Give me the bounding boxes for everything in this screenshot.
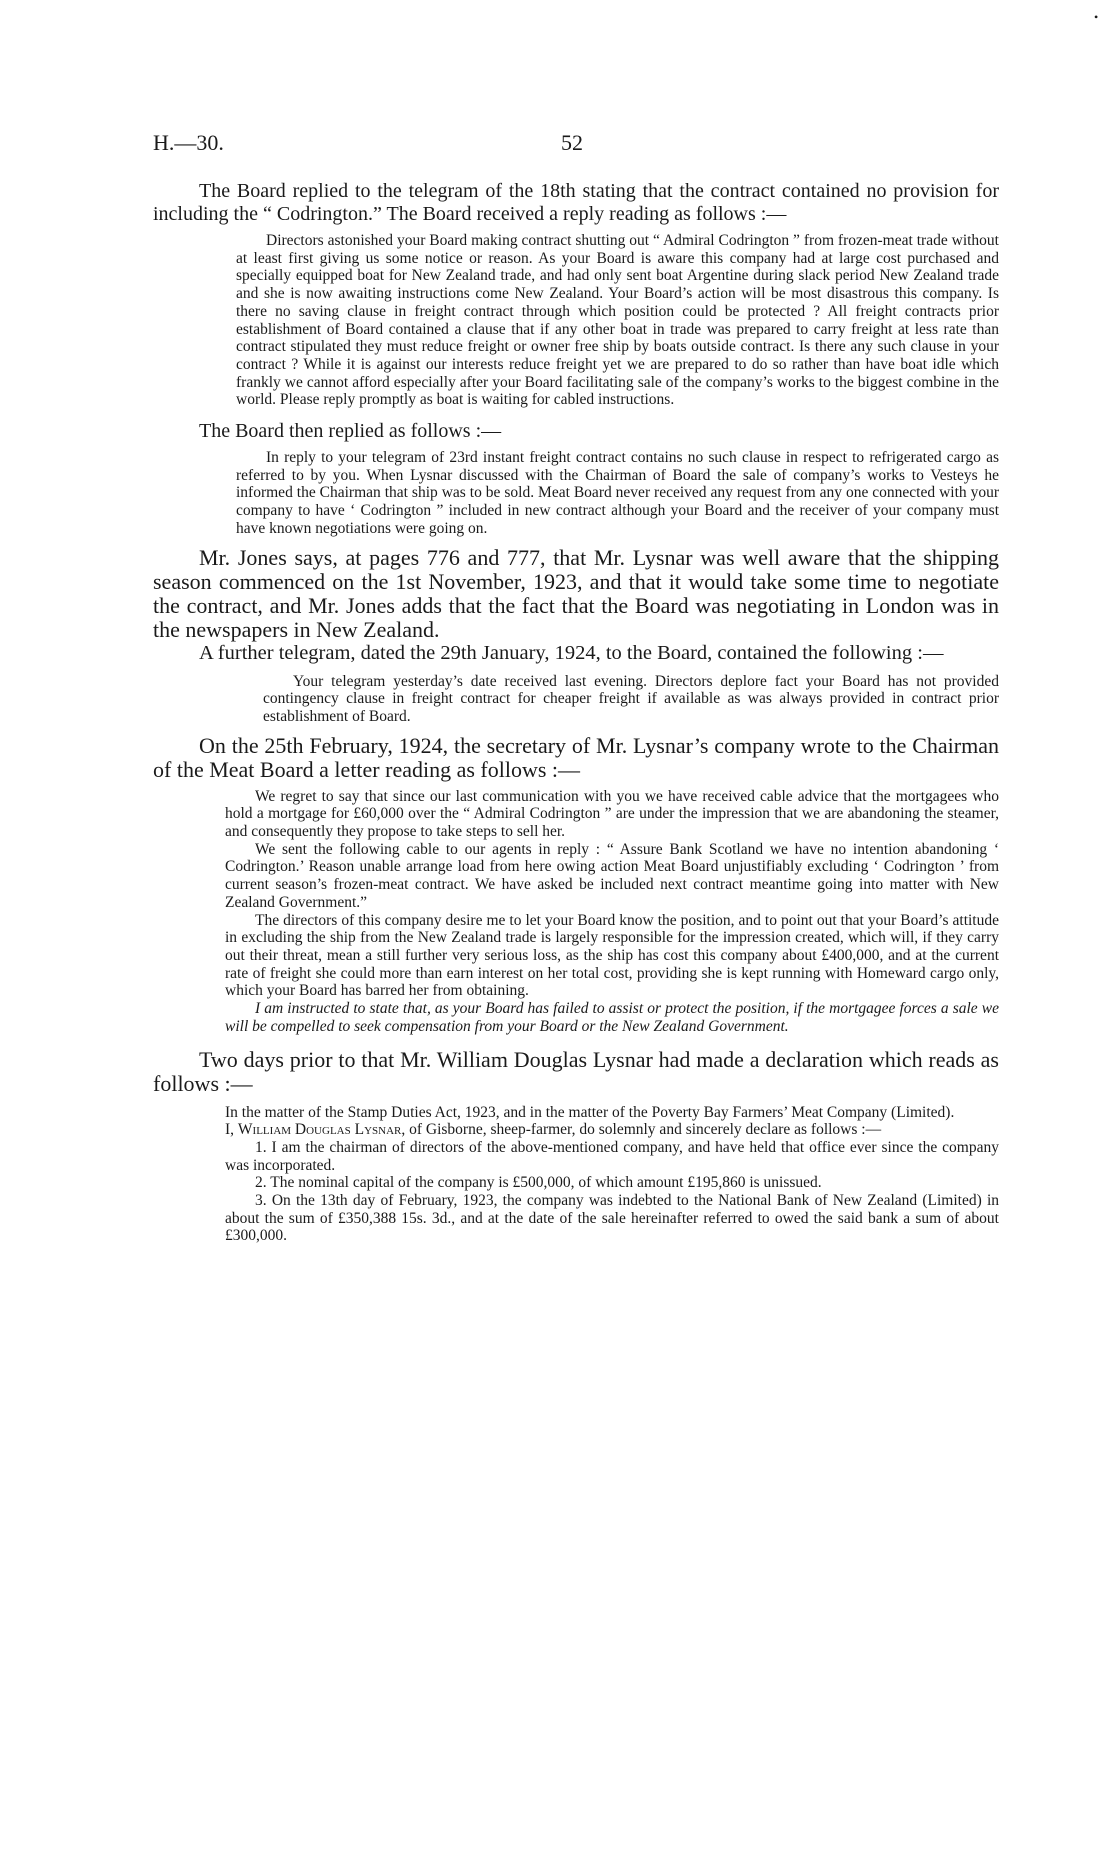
edge-mark: • xyxy=(1094,10,1099,24)
paragraph-mr-jones: Mr. Jones says, at pages 776 and 777, that Mr. Lysnar was well aware that the shipping season commenced on the 1st November, 1923, and that it would take some time to negotiate the contract, and Mr. Jones adds that the fact that the Board was negotiating in London was in the newspapers in New Zealand. xyxy=(153,544,999,642)
declaration-item-3: 3. On the 13th day of February, 1923, the company was indebted to the National Bank of New Zealand (Limited) in about the sum of £350,388 15s. 3d., and at the date of the sale hereinafter referred to owed the said bank a sum of about £300,000. xyxy=(225,1192,999,1245)
declaration-intro-prefix: I, xyxy=(225,1121,238,1139)
page-number: 52 xyxy=(561,130,583,155)
quote-secretary-letter xyxy=(225,788,999,1036)
quote-directors-telegram xyxy=(236,232,999,409)
letter-para-2: We sent the following cable to our agents in reply : “ Assure Bank Scotland we have no intention abandoning ‘ Codrington.’ Reason unable arrange load from here owing action Meat Board unjustifiably excluding ‘ Codrington ’ from current season’s frozen-meat contract. We have asked be included next contract meantime going into matter with New Zealand Government.” xyxy=(225,840,999,911)
quote-board-reply xyxy=(236,449,999,538)
declaration-item-1: 1. I am the chairman of directors of the above-mentioned company, and have held that office ever since the company was incorporated. xyxy=(225,1138,999,1174)
declaration-title: In the matter of the Stamp Duties Act, 1923, and in the matter of the Poverty Bay Farmers’ Meat Company (Limited). xyxy=(225,1103,955,1121)
declaration-intro-suffix: , of Gisborne, sheep-farmer, do solemnly and sincerely declare as follows :— xyxy=(401,1121,882,1139)
paragraph-declaration-intro: Two days prior to that Mr. William Douglas Lysnar had made a declaration which reads as follows :— xyxy=(153,1046,999,1096)
quote-text: Directors astonished your Board making contract shutting out “ Admiral Codrington ” from frozen-meat trade without at least first giving us some notice or reason. As your Board is aware this company had at large cost purchased and specially equipped boat for New Zealand trade, and had only sent boat Argentine during slack period New Zealand trade and she is now awaiting instructions come New Zealand. Your Board’s action will be most disastrous this company. Is there no saving clause in freight contract through which position could be protected ? All freight contracts prior establishment of Board contained a clause that if any other boat in trade was prepared to carry freight at less rate than contract stipulated they must reduce freight or owner free ship by boats outside contract. Is there any such clause in your contract ? While it is against our interests reduce freight yet we are prepared to do so rather than have boat idle which frankly we cannot afford especially after your Board facilitating sale of the company’s works to the biggest combine in the world. Please reply promptly as boat is waiting for cabled instructions. xyxy=(236,232,999,409)
page-body xyxy=(153,180,999,1245)
paragraph-board-replied: The Board replied to the telegram of the 18th stating that the contract contained no provision for including the “ Codrington.” The Board received a reply reading as follows :— xyxy=(153,180,999,225)
paragraph-secretary-letter: On the 25th February, 1924, the secretary of Mr. Lysnar’s company wrote to the Chairman of the Meat Board a letter reading as follows :— xyxy=(153,732,999,782)
paragraph-further-telegram: A further telegram, dated the 29th January, 1924, to the Board, contained the following :— xyxy=(199,641,944,664)
declaration-item-2: 2. The nominal capital of the company is £500,000, of which amount £195,860 is unissued. xyxy=(255,1174,822,1192)
quote-declaration xyxy=(225,1104,999,1246)
quote-text: Your telegram yesterday’s date received last evening. Directors deplore fact your Board has not provided contingency clause in freight contract for cheaper freight if available as was always provided in contract prior establishment of Board. xyxy=(263,672,999,725)
declarant-name: William Douglas Lysnar xyxy=(237,1121,402,1139)
document-code: H.—30. xyxy=(153,130,224,155)
letter-para-4 xyxy=(225,1000,999,1035)
quote-january-telegram xyxy=(263,673,999,726)
letter-para-1: We regret to say that since our last communication with you we have received cable advice that the mortgagees who hold a mortgage for £60,000 over the “ Admiral Codrington ” are under the impression that we are abandoning the steamer, and consequently they propose to take steps to sell her. xyxy=(225,787,999,841)
letter-para-3: The directors of this company desire me to let your Board know the position, and to point out that your Board’s attitude in excluding the ship from the New Zealand trade is largely responsible for the impression created, which will, if they carry out their threat, mean a still further very serious loss, as the ship has cost this company about £400,000, and at the current rate of freight she could more than earn interest on her total cost, providing she is kept running with Homeward cargo only, which your Board has barred her from obtaining. xyxy=(225,911,999,1000)
paragraph-board-then-replied: The Board then replied as follows :— xyxy=(199,420,502,443)
page-header xyxy=(153,130,953,164)
letter-italic-text: I am instructed to state that, as your Board has failed to assist or protect the position, if the mortgagee forces a sale we will be compelled to seek compensation from your Board or the New Zealand Government. xyxy=(225,1000,999,1035)
quote-text: In reply to your telegram of 23rd instant freight contract contains no such clause in respect to refrigerated cargo as referred to by you. When Lysnar discussed with the Chairman of Board the sale of company’s works to Vesteys he informed the Chairman that ship was to be sold. Meat Board never received any request from any one connected with your company to have ‘ Codrington ” included in new contract although your Board and the receiver of your company must have known negotiations were going on. xyxy=(236,449,999,537)
declaration-intro xyxy=(225,1121,999,1139)
